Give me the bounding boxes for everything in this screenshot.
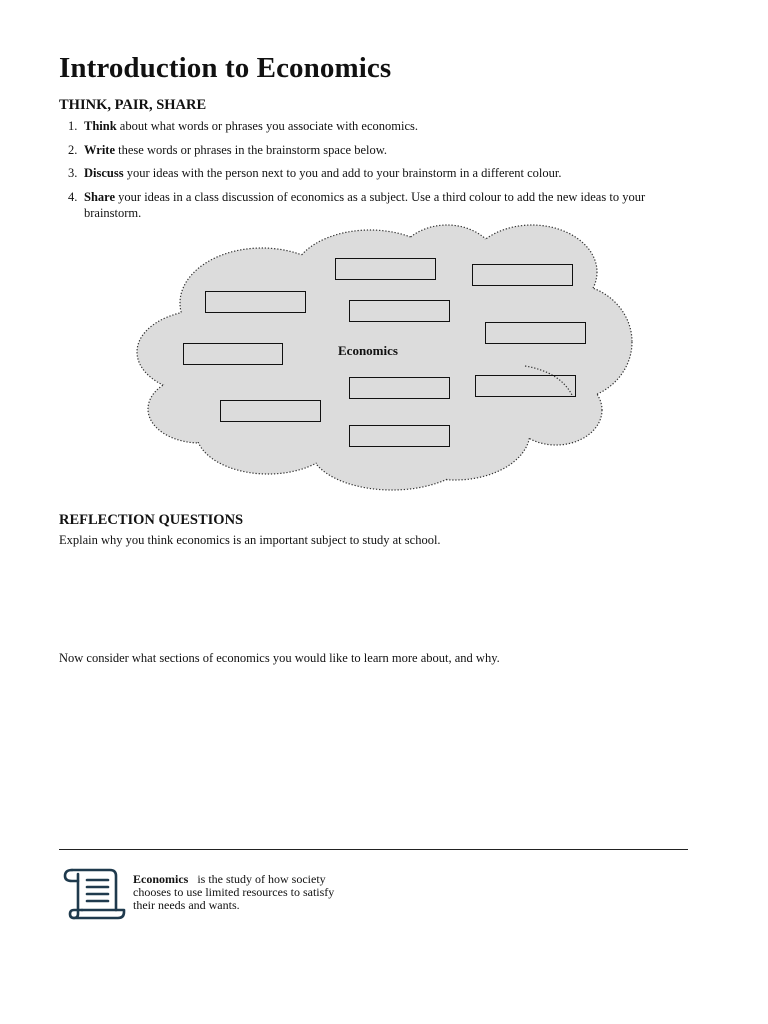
think-pair-share-heading: THINK, PAIR, SHARE	[59, 97, 207, 113]
economics-definition	[133, 873, 358, 912]
reflection-heading: REFLECTION QUESTIONS	[59, 512, 244, 528]
step-number: 3.	[68, 166, 78, 180]
reflection-question-1: Explain why you think economics is an important subject to study at school.	[59, 533, 441, 547]
step-text: your ideas with the person next to you and add to your brainstorm in a different colour.	[123, 166, 562, 180]
step-number: 4.	[68, 189, 78, 204]
step-number: 1.	[68, 119, 78, 133]
definition-term: Economics	[133, 872, 189, 886]
step-text: about what words or phrases you associate with economics.	[116, 119, 418, 133]
step-keyword: Discuss	[84, 166, 124, 180]
scroll-icon	[62, 864, 126, 920]
step-text: your ideas in a class discussion of economics as a subject. Use a third colour to add the new ideas to your brainstorm.	[84, 189, 646, 220]
section-divider	[59, 849, 688, 850]
step-keyword: Think	[84, 119, 117, 133]
step-text: these words or phrases in the brainstorm space below.	[115, 142, 388, 157]
page-title: Introduction to Economics	[59, 52, 392, 84]
reflection-question-2: Now consider what sections of economics you would like to learn more about, and why.	[59, 651, 500, 665]
step-keyword: Write	[84, 142, 116, 157]
step-number: 2.	[68, 142, 78, 157]
step-keyword: Share	[84, 189, 116, 204]
brainstorm-center-label: Economics	[338, 343, 398, 358]
definition-text: is the study of how society chooses to use limited resources to satisfy their needs and wants.	[133, 872, 335, 912]
